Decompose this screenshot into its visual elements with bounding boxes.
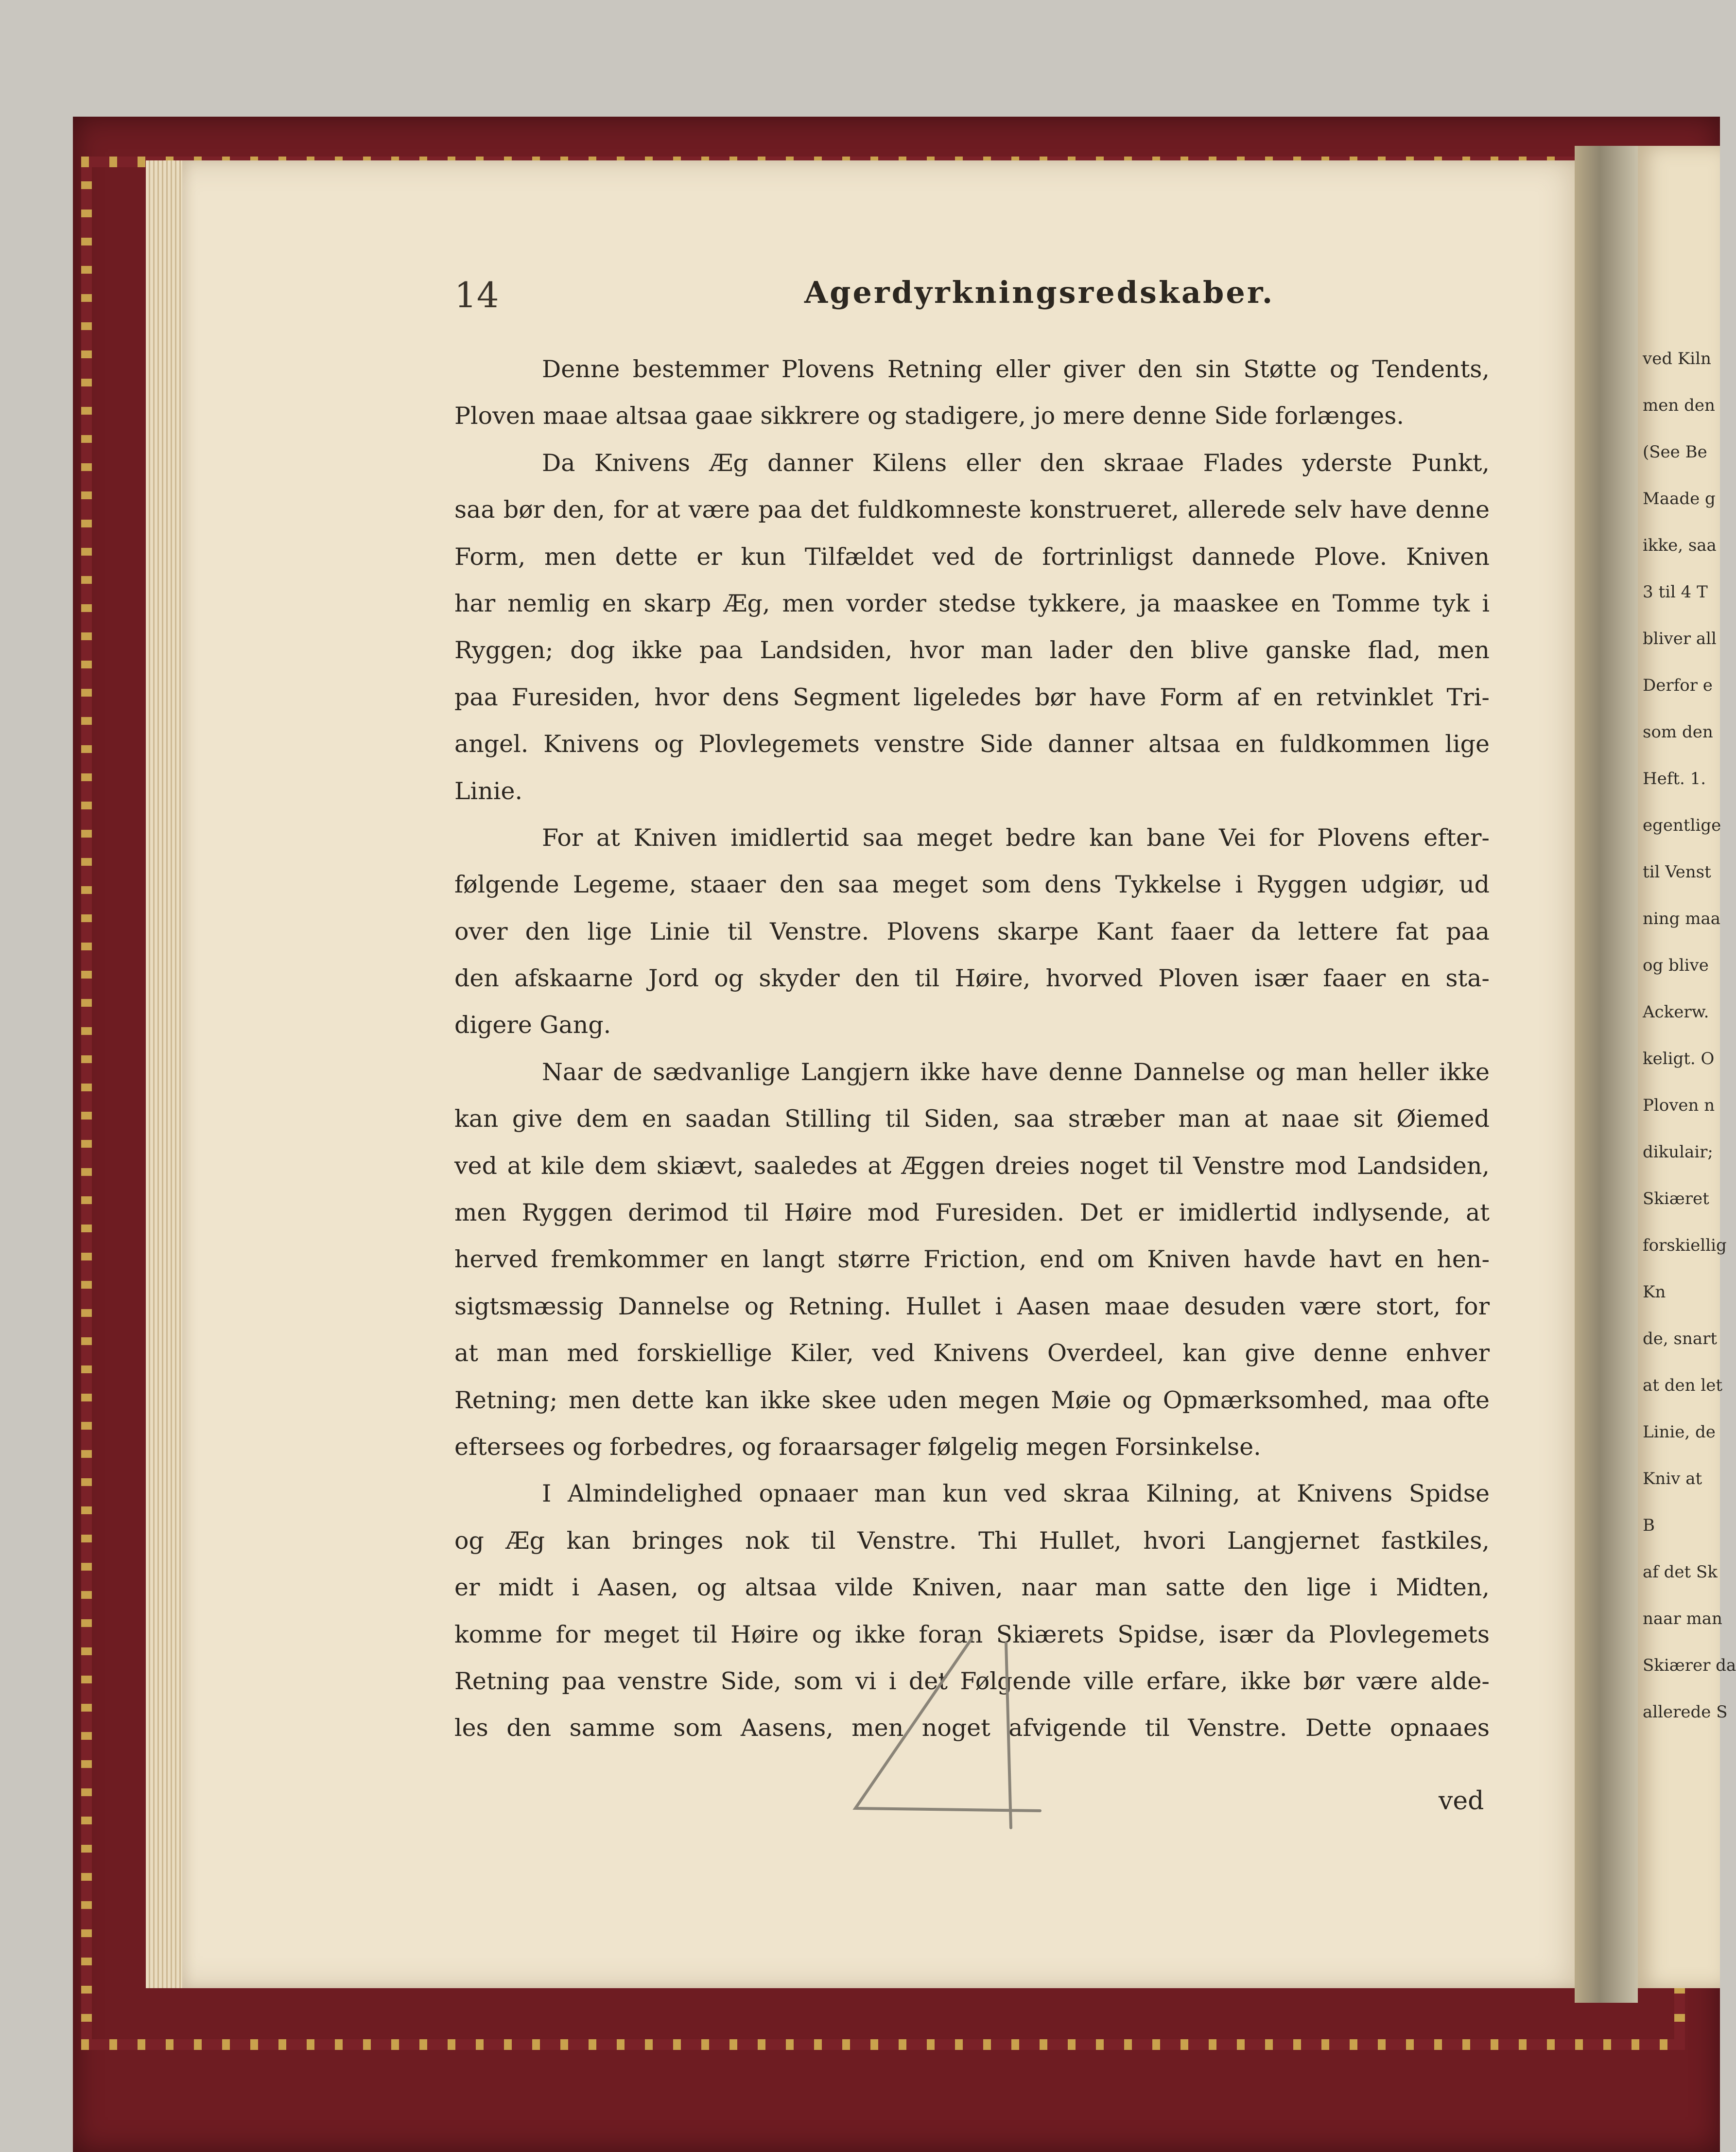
text-line: Retning; men dette kan ikke skee uden megen Møie og Opmærksomhed, maa ofte xyxy=(454,1386,1490,1414)
facing-page-fragment: allerede S xyxy=(1643,1702,1728,1722)
text-line: ved at kile dem skiævt, saaledes at Æggen dreies noget til Venstre mod Landsiden, xyxy=(454,1152,1490,1180)
facing-page-fragment: Linie, de xyxy=(1643,1422,1716,1442)
text-line: at man med forskiellige Kiler, ved Knivens Overdeel, kan give denne enhver xyxy=(454,1339,1490,1367)
facing-page-fragment: at den let xyxy=(1643,1376,1722,1395)
facing-page-fragment: de, snart xyxy=(1643,1329,1718,1348)
catchword: ved xyxy=(1439,1786,1484,1816)
facing-page-fragment: Derfor e xyxy=(1643,676,1713,695)
facing-page-fragment: Kniv at xyxy=(1643,1469,1702,1488)
facing-page-fragment: af det Sk xyxy=(1643,1562,1718,1582)
text-line: kan give dem en saadan Stilling til Siden, saa stræber man at naae sit Øiemed xyxy=(454,1105,1490,1133)
text-line: Da Knivens Æg danner Kilens eller den skraae Flades yderste Punkt, xyxy=(542,449,1490,477)
text-line: angel. Knivens og Plovlegemets venstre Side danner altsaa en fuldkommen lige xyxy=(454,730,1490,758)
facing-page-fragment: Ackerw. xyxy=(1643,1002,1709,1022)
facing-page-fragment: og blive xyxy=(1643,956,1709,975)
facing-page-fragment: bliver all xyxy=(1643,629,1717,648)
text-line: Denne bestemmer Plovens Retning eller giver den sin Støtte og Tendents, xyxy=(542,355,1490,383)
facing-page-fragment: Skiæret xyxy=(1643,1189,1709,1208)
text-line: men Ryggen derimod til Høire mod Furesiden. Det er imidlertid indlysende, at xyxy=(454,1199,1490,1227)
text-line: over den lige Linie til Venstre. Plovens skarpe Kant faaer da lettere fat paa xyxy=(454,917,1490,945)
facing-page-fragment: men den xyxy=(1643,396,1715,415)
facing-page-fragment: dikulair; xyxy=(1643,1142,1713,1162)
text-line: Ploven maae altsaa gaae sikkrere og stadigere, jo mere denne Side forlænges. xyxy=(454,402,1404,430)
facing-page-fragment: Ploven n xyxy=(1643,1096,1715,1115)
facing-page-fragment: B xyxy=(1643,1516,1655,1535)
facing-page-fragment: Heft. 1. xyxy=(1643,769,1706,788)
text-line: og Æg kan bringes nok til Venstre. Thi Hullet, hvori Langjernet fastkiles, xyxy=(454,1526,1490,1555)
pencil-mark-4 xyxy=(846,1624,1050,1828)
book-gutter xyxy=(1575,146,1638,2003)
facing-page-fragment: Skiærer da xyxy=(1643,1656,1736,1675)
text-line: følgende Legeme, staaer den saa meget som dens Tykkelse i Ryggen udgiør, ud xyxy=(454,871,1490,899)
text-line: Linie. xyxy=(454,777,523,805)
facing-page-fragment: Kn xyxy=(1643,1282,1666,1302)
text-line: den afskaarne Jord og skyder den til Høire, hvorved Ploven især faaer en sta- xyxy=(454,964,1490,993)
facing-page-fragment: Maade g xyxy=(1643,489,1716,508)
facing-page-fragment: ning maa xyxy=(1643,909,1721,928)
page-number: 14 xyxy=(454,275,499,315)
text-line: I Almindelighed opnaaer man kun ved skraa Kilning, at Knivens Spidse xyxy=(542,1480,1490,1508)
text-line: Naar de sædvanlige Langjern ikke have denne Dannelse og man heller ikke xyxy=(542,1058,1490,1086)
text-line: les den samme som Aasens, men noget afvigende til Venstre. Dette opnaaes xyxy=(454,1714,1490,1742)
facing-page xyxy=(1638,146,1736,1988)
facing-page-fragment: (See Be xyxy=(1643,442,1707,462)
text-line: saa bør den, for at være paa det fuldkomneste konstrueret, allerede selv have denne xyxy=(454,496,1490,524)
facing-page-fragment: naar man xyxy=(1643,1609,1722,1628)
facing-page-fragment: som den xyxy=(1643,722,1713,742)
text-line: paa Furesiden, hvor dens Segment ligeledes bør have Form af en retvinklet Tri- xyxy=(454,683,1490,711)
text-line: Retning paa venstre Side, som vi i det Følgende ville erfare, ikke bør være alde- xyxy=(454,1667,1490,1695)
body-text xyxy=(454,346,1490,1752)
text-line: komme for meget til Høire og ikke foran Skiærets Spidse, især da Plovlegemets xyxy=(454,1620,1490,1648)
facing-page-fragment: egentlige xyxy=(1643,816,1721,835)
text-line: Ryggen; dog ikke paa Landsiden, hvor man lader den blive ganske flad, men xyxy=(454,636,1490,665)
text-line: er midt i Aasen, og altsaa vilde Kniven, naar man satte den lige i Midten, xyxy=(454,1574,1490,1602)
facing-page-fragment: keligt. O xyxy=(1643,1049,1715,1068)
facing-page-fragment: ikke, saa xyxy=(1643,536,1717,555)
facing-page-fragment: til Venst xyxy=(1643,862,1711,882)
text-line: sigtsmæssig Dannelse og Retning. Hullet i Aasen maae desuden være stort, for xyxy=(454,1292,1490,1320)
text-line: Form, men dette er kun Tilfældet ved de fortrinligst dannede Plove. Kniven xyxy=(454,542,1490,571)
text-line: herved fremkommer en langt større Friction, end om Kniven havde havt en hen- xyxy=(454,1245,1490,1274)
text-line: eftersees og forbedres, og foraarsager følgelig megen Forsinkelse. xyxy=(454,1433,1261,1461)
running-head: Agerdyrkningsredskaber. xyxy=(804,275,1275,310)
text-line: For at Kniven imidlertid saa meget bedre kan bane Vei for Plovens efter- xyxy=(542,823,1490,852)
page-header xyxy=(454,275,1490,333)
facing-page-fragment: ved Kiln xyxy=(1643,349,1711,368)
text-line: har nemlig en skarp Æg, men vorder stedse tykkere, ja maaskee en Tomme tyk i xyxy=(454,589,1490,617)
facing-page-fragment: forskiellig xyxy=(1643,1236,1727,1255)
text-line: digere Gang. xyxy=(454,1011,611,1039)
facing-page-fragment: 3 til 4 T xyxy=(1643,582,1708,602)
